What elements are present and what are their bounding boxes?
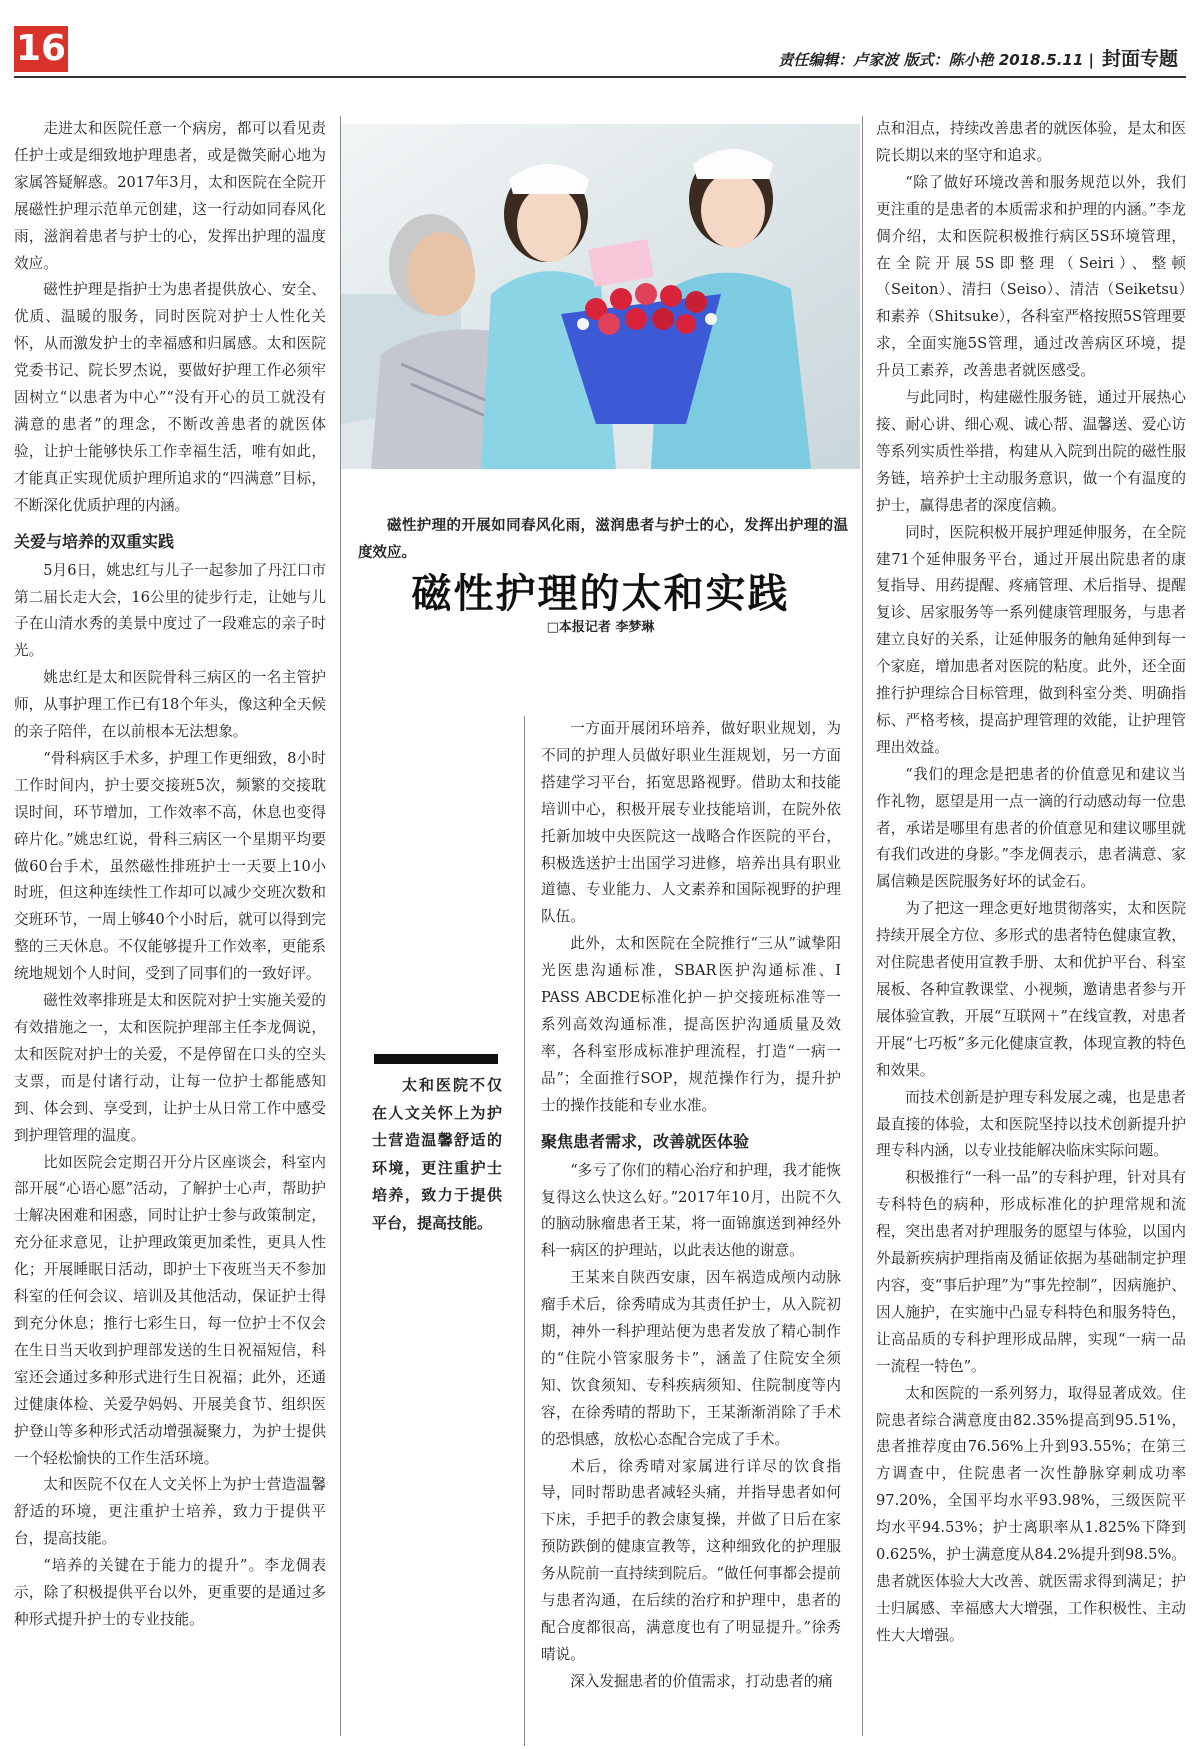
pullquote: 太和医院不仅在人文关怀上为护士营造温馨舒适的环境，更注重护士培养，致力于提供平台，提高技能。: [372, 1076, 502, 1232]
flower: [660, 285, 682, 307]
flower: [685, 291, 707, 313]
subheading: 关爱与培养的双重实践: [14, 531, 175, 551]
cover-photo: [341, 124, 860, 469]
paragraph: 磁性护理是指护士为患者提供放心、安全、优质、温暖的服务，同时医院对护士人性化关怀，从而激发护士的幸福感和归属感。太和医院党委书记、院长罗杰说，要做好护理工作必须牢固树立“以患者为中心”“没有开心的员工就没有满意的患者”的理念，不断改善患者的就医体验，让护士能够快乐工作幸福生活，唯有如此，才能真正实现优质护理所追求的“四满意”目标，不断深化优质护理的内涵。: [14, 281, 326, 514]
article-headline: 磁性护理的太和实践: [411, 570, 790, 617]
paragraph: 术后，徐秀晴对家属进行详尽的饮食指导，同时帮助患者减轻头痛，并指导患者如何下床，手把手的教会康复操，并做了日后在家预防跌倒的健康宣教等，这种细致化的护理服务从院前一直持续到院后。“做任何事都会提前与患者沟通，在后续的治疗和护理中，患者的配合度都很高，满意度也有了明显提升。”徐秀晴说。: [541, 1457, 841, 1663]
flower: [625, 308, 647, 330]
nurse-face: [517, 186, 581, 262]
page-number: 16: [14, 26, 68, 72]
section-title: 封面专题: [1101, 48, 1178, 70]
paragraph: 深入发掘患者的价值需求，打动患者的痛: [570, 1672, 833, 1690]
flower: [635, 283, 657, 305]
paragraph: 积极推行“一科一品”的专科护理，针对具有专科特色的病种，形成标准化的护理常规和流程，突出患者对护理服务的愿望与体验，以国内外最新疾病护理指南及循证依据为基础制定护理内容，变“事后护理”为“事先控制”，因病施护、因人施护，在实施中凸显专科特色和服务特色，让高品质的专科护理形成品牌，实现“一病一品一流程一特色”。: [876, 1169, 1186, 1375]
baby-breath: [705, 313, 717, 325]
paragraph: 而技术创新是护理专科发展之魂，也是患者最直接的体验，太和医院坚持以技术创新提升护理专科内涵，以专业技能解决临床实际问题。: [876, 1088, 1186, 1160]
editor-info: 责任编辑：卢家波 版式：陈小艳 2018.5.11 |: [778, 51, 1094, 69]
paragraph: 与此同时，构建磁性服务链，通过开展热心接、耐心讲、细心观、诚心帮、温馨送、爱心访等系列实质性举措，构建从入院到出院的磁性服务链，培养护士主动服务意识，做一个有温度的护士，赢得患者的深度信赖。: [876, 389, 1186, 514]
nurses-with-patient-photo: [341, 124, 860, 469]
paragraph: 为了把这一理念更好地贯彻落实，太和医院持续开展全方位、多形式的患者特色健康宣教，对住院患者使用宣教手册、太和优护平台、科室展板、各种宣教课堂、小视频，邀请患者参与开展体验宣教，开展“互联网＋”在线宣教，对患者开展“七巧板”多元化健康宣教，体现宣教的特色和效果。: [876, 900, 1186, 1079]
paragraph: “培养的关键在于能力的提升”。李龙倜表示，除了积极提供平台以外，更重要的是通过多种形式提升护士的专业技能。: [14, 1557, 326, 1628]
paragraph: 比如医院会定期召开分片区座谈会，科室内部开展“心语心愿”活动，了解护士心声，帮助护士解决困难和困惑，同时让护士参与政策制定，充分征求意见，让护理政策更加柔性，更具人性化；开展睡眠日活动，即护士下夜班当天不参加科室的任何会议、培训及其他活动，保证护士得到充分休息；推行七彩生日，每一位护士不仅会在生日当天收到护理部发送的生日祝福短信，科室还会通过多种形式进行生日祝福；此外，还通过健康体检、关爱孕妈妈、开展美食节、组织医护登山等多种形式活动增强凝聚力，为护士提供一个轻松愉快的工作生活环境。: [14, 1153, 326, 1467]
paragraph: 走进太和医院任意一个病房，都可以看见责任护士或是细致地护理患者，或是微笑耐心地为家属答疑解惑。2017年3月，太和医院在全院开展磁性护理示范单元创建，这一行动如同春风化雨，滋润着患者与护士的心，发挥出护理的温度效应。: [14, 120, 326, 272]
column-divider: [524, 716, 525, 1746]
flower: [598, 313, 620, 335]
nurse-face: [701, 172, 765, 248]
paragraph: “我们的理念是把患者的价值意见和建议当作礼物，愿望是用一点一滴的行动感动每一位患者，承诺是哪里有患者的价值意见和建议哪里就有我们改进的身影。”李龙倜表示，患者满意、家属信赖是医院服务好坏的试金石。: [876, 765, 1186, 891]
header-info: [778, 44, 1178, 71]
paragraph: “骨科病区手术多，护理工作更细致，8小时工作时间内，护士要交接班5次，频繁的交接耽误时间，环节增加，工作效率不高，休息也变得碎片化。”姚忠红说，骨科三病区一个星期平均要做60台手术，虽然磁性排班护士一天要上10小时班，但这种连续性工作却可以减少交班次数和交班环节，一周上够40个小时后，就可以得到完整的三天休息。不仅能够提升工作效率，更能系统地规划个人时间，受到了同事们的一致好评。: [14, 749, 326, 983]
subheading: 聚焦患者需求，改善就医体验: [541, 1131, 750, 1151]
paragraph: 姚忠红是太和医院骨科三病区的一名主管护师，从事护理工作已有18个年头，像这种全天候的亲子陪伴，在以前根本无法想象。: [14, 669, 326, 741]
patient-face: [407, 232, 475, 316]
photo-caption: 磁性护理的开展如同春风化雨，滋润患者与护士的心，发挥出护理的温度效应。: [358, 517, 848, 561]
flower: [652, 308, 674, 330]
byline: □本报记者 李梦琳: [546, 620, 655, 635]
paragraph: 同时，医院积极开展护理延伸服务，在全院建71个延伸服务平台，通过开展出院患者的康复指导、用药提醒、疼痛管理、术后指导、提醒复诊、居家服务等一系列健康管理服务，与患者建立良好的关系，让延伸服务的触角延伸到每一个家庭，增加患者对医院的粘度。此外，还全面推行护理综合目标管理，做到科室分类、明确指标、严格考核，提高护理管理的效能，让护理管理出效益。: [876, 523, 1186, 756]
paragraph: 点和泪点，持续改善患者的就医体验，是太和医院长期以来的坚守和追求。: [876, 120, 1186, 164]
paragraph: “多亏了你们的精心治疗和护理，我才能恢复得这么快这么好。”2017年10月，出院不久的脑动脉瘤患者王某，将一面锦旗送到神经外科一病区的护理站，以此表达他的谢意。: [541, 1161, 841, 1260]
paragraph: 一方面开展闭环培养，做好职业规划，为不同的护理人员做好职业生涯规划，另一方面搭建学习平台，拓宽思路视野。借助太和技能培训中心，积极开展专业技能培训，在院外依托新加坡中央医院这一战略合作医院的平台，积极选送护士出国学习进修，培养出具有职业道德、专业能力、人文素养和国际视野的护理队伍。: [541, 720, 841, 926]
flower: [676, 314, 696, 334]
paragraph: 5月6日，姚忠红与儿子一起参加了丹江口市第二届长走大会，16公里的徒步行走，让她与儿子在山清水秀的美景中度过了一段难忘的亲子时光。: [14, 561, 326, 660]
paragraph: 王某来自陕西安康，因车祸造成颅内动脉瘤手术后，徐秀晴成为其责任护士，从入院初期，神外一科护理站便为患者发放了精心制作的“住院小管家服务卡”，涵盖了住院安全须知、饮食须知、专科疾病须知、住院制度等内容，在徐秀晴的帮助下，王某渐渐消除了手术的恐惧感，放松心态配合完成了手术。: [541, 1269, 841, 1448]
article-column-3: [876, 116, 1186, 1736]
paragraph: 磁性效率排班是太和医院对护士实施关爱的有效措施之一，太和医院护理部主任李龙倜说，太和医院对护士的关爱，不是停留在口头的空头支票，而是付诸行动，让每一位护士都能感知到、体会到、享受到，让护士从日常工作中感受到护理管理的温度。: [14, 992, 326, 1144]
column-divider: [862, 116, 863, 1736]
pullquote-bar: [374, 1054, 498, 1064]
flower: [610, 288, 632, 310]
header-rule: [14, 76, 1186, 78]
paragraph: 太和医院不仅在人文关怀上为护士营造温馨舒适的环境，更注重护士培养，致力于提供平台，提高技能。: [14, 1476, 326, 1548]
paragraph: “除了做好环境改善和服务规范以外，我们更注重的是患者的本质需求和护理的内涵。”李龙倜介绍，太和医院积极推行病区5S环境管理，在全院开展5S即整理（Seiri）、整顿（Seiton）、清扫（Seiso）、清洁（Seiketsu）和素养（Shitsuke），各科室严格按照5S管理要求，全面实施5S管理，通过改善病区环境，提升员工素养，改善患者就医感受。: [876, 173, 1186, 380]
article-column-2: [541, 716, 841, 1746]
baby-breath: [577, 318, 589, 330]
paragraph: 太和医院的一系列努力，取得显著成效。住院患者综合满意度由82.35%提高到95.51%，患者推荐度由76.56%上升到93.55%；在第三方调查中，住院患者一次性静脉穿刺成功率97.20%，全国平均水平93.98%，三级医院平均水平94.53%；护士离职率从1.825%下降到0.625%，护士满意度从84.2%提升到98.5%。患者就医体验大大改善、就医需求得到满足；护士归属感、幸福感大大增强，工作积极性、主动性大大增强。: [876, 1384, 1186, 1644]
article-column-1: [14, 116, 326, 1736]
paragraph: 此外，太和医院在全院推行“三从”诚挚阳光医患沟通标准，SBAR医护沟通标准、I PASS ABCDE标准化护－护交接班标准等一系列高效沟通标准，提高医护沟通质量及效率，各科室形成标准护理流程，打造“一病一品”；全面推行SOP，规范操作行为，提升护士的操作技能和专业水准。: [541, 935, 841, 1114]
